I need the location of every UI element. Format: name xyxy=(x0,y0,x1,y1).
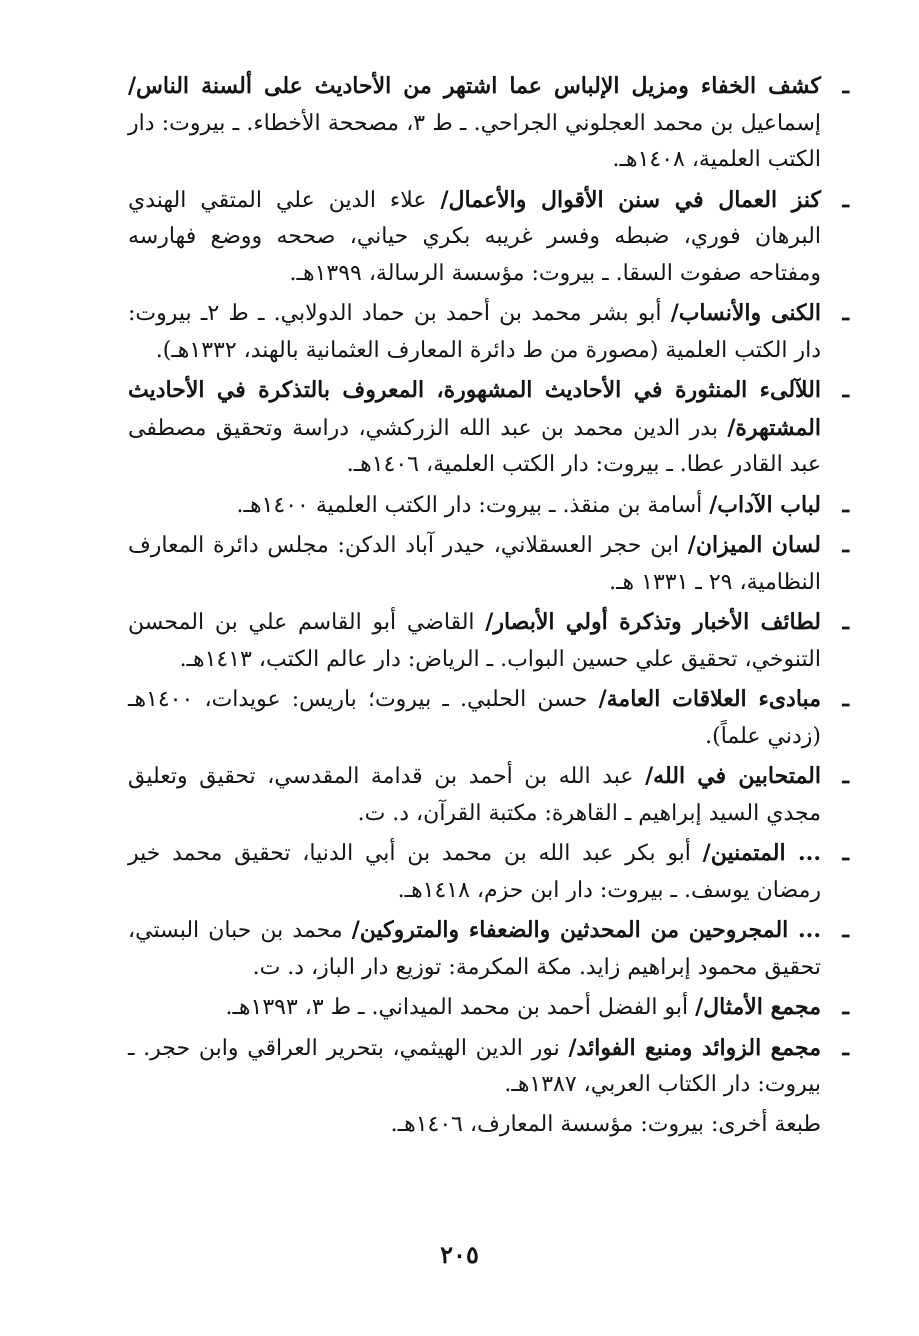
entry-details: أسامة بن منقذ. ـ بيروت: دار الكتب العلمية ١٤٠٠هـ. xyxy=(236,492,710,518)
entry-details: طبعة أخرى: بيروت: مؤسسة المعارف، ١٤٠٦هـ. xyxy=(390,1111,821,1137)
entry-dash: ـ xyxy=(842,1034,849,1061)
entry-title: ... المتمنين/ xyxy=(702,840,821,866)
entry-dash: ـ xyxy=(842,686,849,712)
entry-dash: ـ xyxy=(842,532,849,558)
entry-dash: ـ xyxy=(842,300,849,326)
entry-dash: ـ xyxy=(842,73,849,99)
entry-title: كشف الخفاء ومزيل الإلباس عما اشتهر من الأحاديث على ألسنة الناس/ xyxy=(128,73,821,99)
entry-dash: ـ xyxy=(842,917,849,943)
entry-dash: ـ xyxy=(842,994,849,1020)
entry-details: أبو بشر محمد بن أحمد بن حماد الدولابي. ـ ط ٢ـ بيروت: دار الكتب العلمية (مصورة من ط دائرة المعارف العثمانية بالهند، ١٣٣٢هـ). xyxy=(128,301,821,363)
bibliography-list xyxy=(128,68,849,1143)
bibliography-entry xyxy=(128,372,849,484)
entry-dash: ـ xyxy=(842,491,849,518)
bibliography-entry xyxy=(128,835,849,909)
bibliography-entry xyxy=(128,912,849,986)
entry-dash: ـ xyxy=(842,186,849,213)
bibliography-entry xyxy=(128,68,849,179)
entry-dash: ـ xyxy=(842,763,849,789)
bibliography-entry xyxy=(128,295,849,369)
entry-title: ... المجروحين من المحدثين والضعفاء والمتروكين/ xyxy=(351,917,821,943)
entry-title: الكنى والأنساب/ xyxy=(670,300,821,326)
entry-title: اللآلىء المنثورة في الأحاديث المشهورة، المعروف بالتذكرة في الأحاديث المشتهرة/ xyxy=(128,377,821,441)
bibliography-entry xyxy=(128,182,849,293)
entry-details: علاء الدين علي المتقي الهندي البرهان فوري، ضبطه وفسر غريبه بكري حياني، صححه ووضع فهارسه ومفتاحه صفوت السقا. ـ بيروت: مؤسسة الرسالة، ١٣٩٩هـ. xyxy=(128,187,821,286)
bibliography-entry xyxy=(128,487,849,525)
entry-dash: ـ xyxy=(842,609,849,635)
entry-details: ابن حجر العسقلاني، حيدر آباد الدكن: مجلس دائرة المعارف النظامية، ٢٩ ـ ١٣٣١ هـ. xyxy=(128,533,821,595)
entry-title: المتحابين في الله/ xyxy=(645,763,821,789)
entry-details: إسماعيل بن محمد العجلوني الجراحي. ـ ط ٣، مصححة الأخطاء. ـ بيروت: دار الكتب العلمية، ١٤٠٨هـ. xyxy=(128,110,821,172)
bibliography-entry xyxy=(128,989,849,1027)
entry-title: مبادىء العلاقات العامة/ xyxy=(598,686,821,712)
entry-title: لطائف الأخبار وتذكرة أولي الأبصار/ xyxy=(485,609,821,635)
bibliography-entry xyxy=(128,758,849,832)
entry-title: مجمع الزوائد ومنبع الفوائد/ xyxy=(568,1034,821,1061)
entry-details: أبو بكر عبد الله بن محمد بن أبي الدنيا، تحقيق محمد خير رمضان يوسف. ـ بيروت: دار ابن حزم، ١٤١٨هـ. xyxy=(128,841,821,903)
page-number: ٢٠٥ xyxy=(440,1240,479,1269)
bibliography-entry xyxy=(128,527,849,601)
entry-details: نور الدين الهيثمي، بتحرير العراقي وابن حجر. ـ بيروت: دار الكتاب العربي، ١٣٨٧هـ. xyxy=(128,1035,821,1097)
entry-details: بدر الدين محمد بن عبد الله الزركشي، دراسة وتحقيق مصطفى عبد القادر عطا. ـ بيروت: دار الكتب العلمية، ١٤٠٦هـ. xyxy=(128,415,821,477)
bibliography-entry-continuation xyxy=(128,1107,821,1144)
bibliography-entry xyxy=(128,604,849,678)
entry-dash: ـ xyxy=(842,377,849,403)
entry-details: حسن الحلبي. ـ بيروت؛ باريس: عويدات، ١٤٠٠هـ (زدني علماً). xyxy=(128,687,821,749)
entry-title: كنز العمال في سنن الأقوال والأعمال/ xyxy=(440,186,821,213)
entry-title: لباب الآداب/ xyxy=(709,491,821,518)
bibliography-entry xyxy=(128,681,849,755)
entry-title: لسان الميزان/ xyxy=(687,532,821,558)
entry-details: أبو الفضل أحمد بن محمد الميداني. ـ ط ٣، ١٣٩٣هـ. xyxy=(225,995,696,1020)
bibliography-entry xyxy=(128,1030,849,1104)
entry-details: عبد الله بن أحمد بن قدامة المقدسي، تحقيق وتعليق مجدي السيد إبراهيم ـ القاهرة: مكتبة القرآن، د. ت. xyxy=(128,764,821,826)
entry-details: القاضي أبو القاسم علي بن المحسن التنوخي، تحقيق علي حسين البواب. ـ الرياض: دار عالم الكتب، ١٤١٣هـ. xyxy=(128,610,821,672)
entry-title: مجمع الأمثال/ xyxy=(695,994,821,1020)
entry-details: محمد بن حبان البستي، تحقيق محمود إبراهيم زايد. مكة المكرمة: توزيع دار الباز، د. ت. xyxy=(128,918,821,980)
entry-dash: ـ xyxy=(842,840,849,866)
